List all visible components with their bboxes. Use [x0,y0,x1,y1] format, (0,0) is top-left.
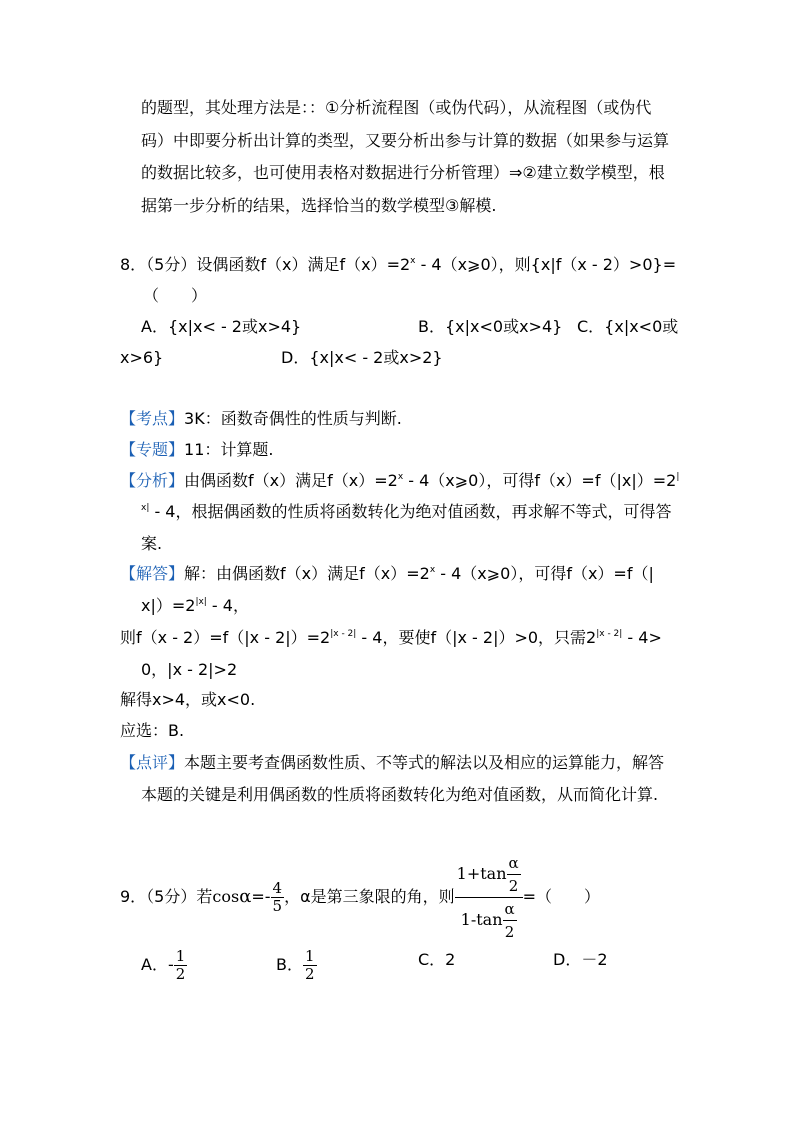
q8-option-c: C．{x|x<0或 [577,317,679,336]
dianping-tag: 【点评】 [120,753,185,772]
fenxi-row-3: 案. [141,534,163,553]
q9-fraction-4-5: $\frac{4}{5}$ [272,879,283,915]
intro-line-4: 据第一步分析的结果，选择恰当的数学模型③解模. [141,196,497,215]
dianping-row-1: 【点评】本题主要考查偶函数性质、不等式的解法以及相应的运算能力，解答 [120,753,665,772]
q8-stem: 8．（5分）设偶函数f（x）满足$f(x)=2^x$ - 4（x⩾0），则{x|f（x - 2）>0}= [120,255,677,274]
kaodian-tag: 【考点】 [120,409,185,428]
q8-option-c-cont: x>6} [120,348,164,367]
zhuanti-tag: 【专题】 [120,440,185,459]
fenxi-row-1: 【分析】由偶函数f（x）满足$f(x)=2^x$ - 4（x⩾0），可得f（x）=f（|x|）=2| [120,471,680,490]
q8-option-a: A．{x|x< - 2或x>4} [141,317,302,336]
jieda-row-5: 解得x>4，或x<0. [120,690,256,709]
dianping-row-2: 本题的关键是利用偶函数的性质将函数转化为绝对值函数，从而简化计算. [141,785,659,804]
jieda-row-3: 则$f(x - 2)=f(|x - 2|)=2^{|x - 2|} - 4$，要使f（|x - 2|）>0，只需$2^{|x - 2|} - 4>$ [120,628,662,647]
q8-answer-paren: （ ） [143,286,208,305]
q8-option-d: D．{x|x< - 2或x>2} [281,348,443,367]
jieda-row-4: 0，|x - 2|>2 [141,660,238,679]
intro-line-3: 的数据比较多，也可使用表格对数据进行分析管理）⇒②建立数学模型，根 [141,163,665,182]
fenxi-tag: 【分析】 [120,471,185,490]
jieda-row-1: 【解答】解：由偶函数f（x）满足$f(x)=2^x$ - 4（x⩾0），可得f（x）=f（| [120,564,654,583]
q9-option-c: C．2 [418,950,456,969]
q8-option-b: B．{x|x<0或x>4} [418,317,563,336]
jieda-row-2: $x|)=2^{|x|} - 4$， [141,596,249,615]
q9-tan-fraction: 1+tan $\frac{\alpha}{2}$ 1-tan $\frac{\alpha}{2}$ [455,852,523,943]
jieda-row-6: 应选：B. [120,721,185,740]
intro-line-1: 的题型，其处理方法是：：①分析流程图（或伪代码），从流程图（或伪代 [141,98,652,117]
intro-line-2: 码）中即要分析出计算的类型，又要分析出参与计算的数据（如果参与运算 [141,131,670,150]
q9-option-b: B． $\frac{1}{2}$ [276,947,315,983]
zhuanti-row: 【专题】11：计算题. [120,440,274,459]
q9-option-d: D．－2 [553,950,608,969]
jieda-tag: 【解答】 [120,564,185,583]
q9-option-a: A．- $\frac{1}{2}$ [141,947,186,983]
kaodian-row: 【考点】3K：函数奇偶性的性质与判断. [120,409,402,428]
fenxi-row-2: $^{x|}$ - 4，根据偶函数的性质将函数转化为绝对值函数，再求解不等式，可得答 [141,502,672,521]
q9-stem: 9．（5分）若cosα=- $\frac{4}{5}$ ，α是第三象限的角，则 1+tan $\frac{\alpha}{2}$ 1-tan $\frac{\alpha}{2}$ =（ ） [120,854,601,941]
